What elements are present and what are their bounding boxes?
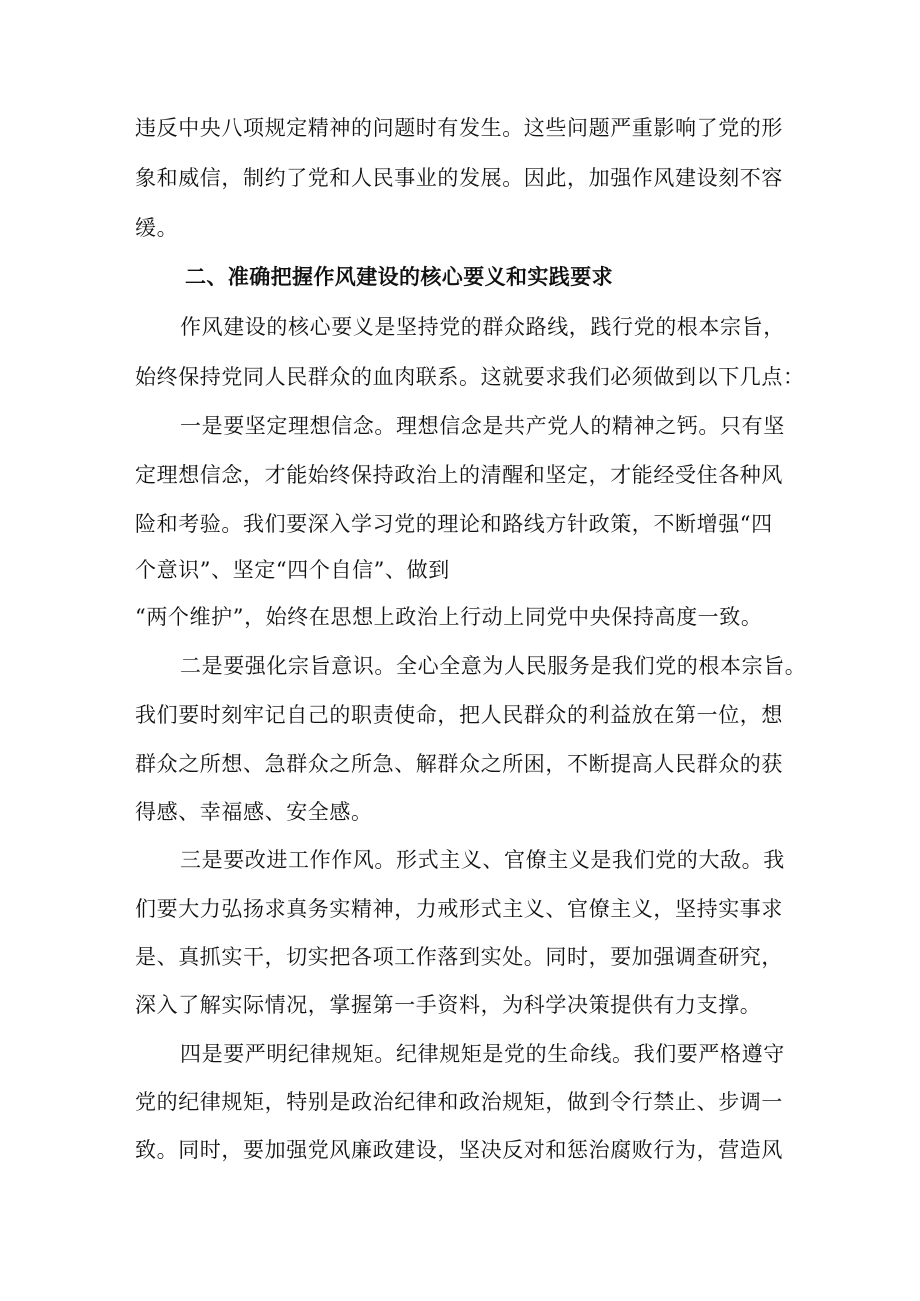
body-line: 缓。 — [135, 216, 179, 240]
body-line: 们要大力弘扬求真务实精神，力戒形式主义、官僚主义，坚持实事求 — [135, 897, 783, 921]
body-line: 是、真抓实干，切实把各项工作落到实处。同时，要加强调查研究， — [135, 945, 783, 969]
body-line: 我们要时刻牢记自己的职责使命，把人民群众的利益放在第一位，想 — [135, 703, 783, 727]
body-line: 违反中央八项规定精神的问题时有发生。这些问题严重影响了党的形 — [135, 116, 783, 140]
body-line: 党的纪律规矩，特别是政治纪律和政治规矩，做到令行禁止、步调一 — [135, 1090, 783, 1114]
paragraph-first-line: 二是要强化宗旨意识。全心全意为人民服务是我们党的根本宗旨。 — [180, 654, 807, 678]
body-line: 群众之所想、急群众之所急、解群众之所困，不断提高人民群众的获 — [135, 752, 783, 776]
paragraph-first-line: 作风建设的核心要义是坚持党的群众路线，践行党的根本宗旨， — [180, 315, 785, 339]
body-line: 象和威信，制约了党和人民事业的发展。因此，加强作风建设刻不容 — [135, 166, 783, 190]
section-heading: 二、准确把握作风建设的核心要义和实践要求 — [185, 265, 613, 289]
paragraph-first-line: 一是要坚定理想信念。理想信念是共产党人的精神之钙。只有坚 — [180, 414, 785, 438]
body-line: 致。同时，要加强党风廉政建设，坚决反对和惩治腐败行为，营造风 — [135, 1138, 783, 1162]
body-line: 险和考验。我们要深入学习党的理论和路线方针政策，不断增强“四 — [135, 512, 773, 536]
paragraph-first-line: 三是要改进工作作风。形式主义、官僚主义是我们党的大敌。我 — [180, 848, 785, 872]
paragraph-first-line: 四是要严明纪律规矩。纪律规矩是党的生命线。我们要严格遵守 — [180, 1042, 785, 1066]
body-line: 得感、幸福感、安全感。 — [135, 800, 373, 824]
body-line: “两个维护”，始终在思想上政治上行动上同党中央保持高度一致。 — [135, 605, 763, 629]
body-line: 个意识”、坚定“四个自信”、做到 — [135, 558, 450, 582]
body-line: 始终保持党同人民群众的血肉联系。这就要求我们必须做到以下几点： — [135, 365, 805, 389]
body-line: 深入了解实际情况，掌握第一手资料，为科学决策提供有力支撑。 — [135, 993, 762, 1017]
body-line: 定理想信念，才能始终保持政治上的清醒和坚定，才能经受住各种风 — [135, 463, 783, 487]
